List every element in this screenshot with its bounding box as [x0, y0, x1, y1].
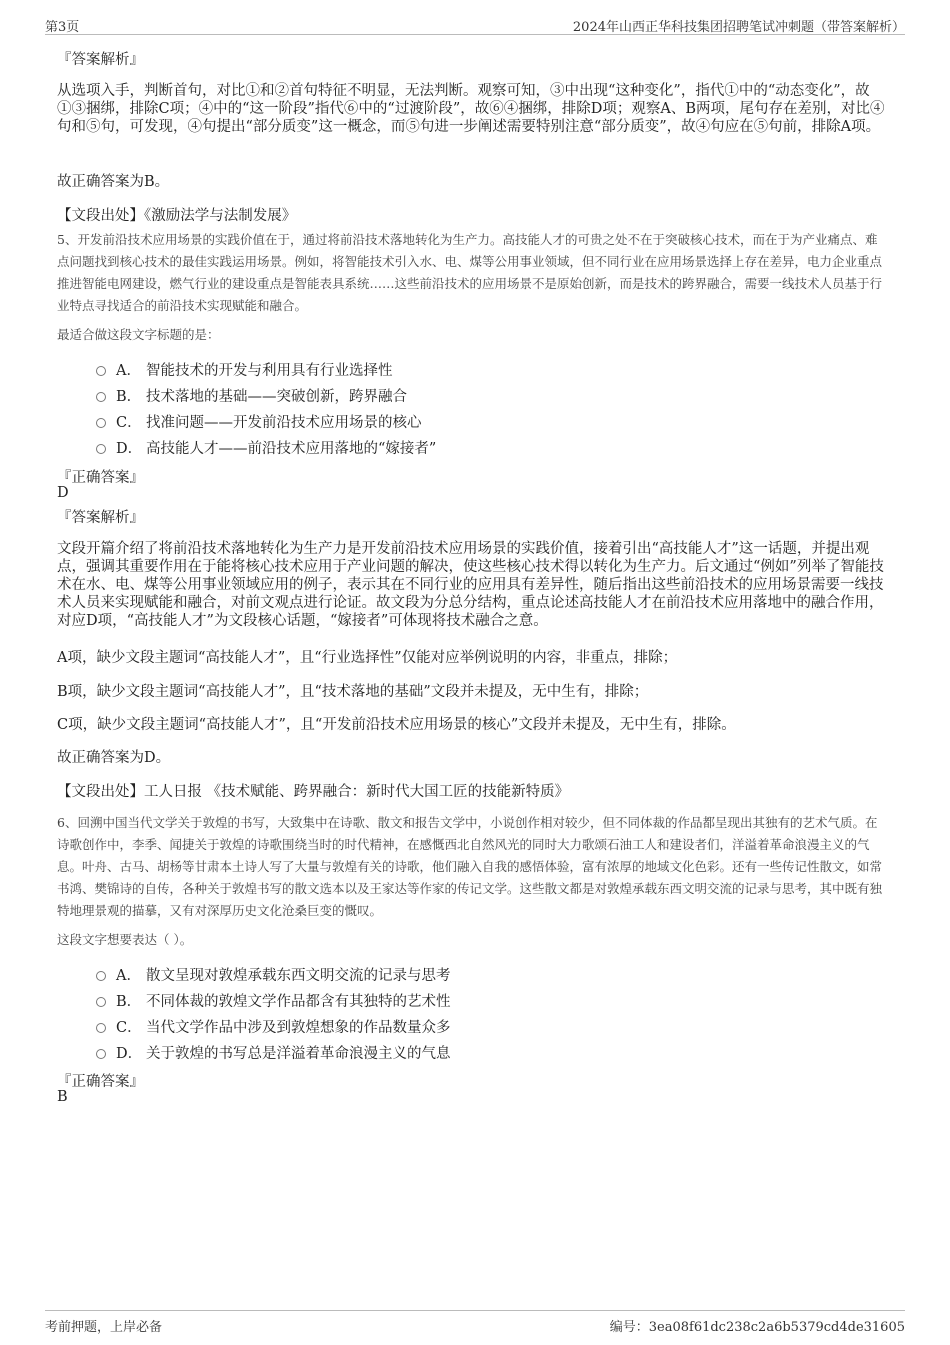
radio-icon[interactable]	[96, 366, 106, 376]
correct-answer: D	[57, 485, 69, 501]
correct-answer: B	[57, 1089, 68, 1105]
radio-icon[interactable]	[96, 971, 106, 981]
option-b-explanation: B项，缺少文段主题词“高技能人才”，且“技术落地的基础”文段并未提及，无中生有，排除；	[57, 684, 649, 700]
analysis-text: 文段开篇介绍了将前沿技术落地转化为生产力是开发前沿技术应用场景的实践价值，接着引出“高技能人才”这一话题，并提出观点，强调其重要作用在于能将核心技术应用于产业问题的解决，使这些核心技术得以转化为生产力。后文通过“例如”列举了智能技术在水、电、煤等公用事业领域应用的例子，表示其在不同行业的应用具有差异性，随后指出这些前沿技术的应用场景需要一线技术人员来实现赋能和融合，对前文观点进行论证。故文段为分总分结构，重点论述高技能人才在前沿技术应用落地中的融合作用，对应D项，“高技能人才”为文段核心话题，“嫁接者”可体现将技术融合之意。	[57, 541, 884, 629]
radio-icon[interactable]	[96, 444, 106, 454]
document-serial: 编号：3ea08f61dc238c2a6b5379cd4de31605	[609, 1320, 905, 1335]
question-5-options	[96, 356, 796, 460]
question-5-passage: 5、开发前沿技术应用场景的实践价值在于，通过将前沿技术落地转化为生产力。高技能人才的可贵之处不在于突破核心技术，而在于为产业痛点、难点问题找到核心技术的最佳实践运用场景。例如，将智能技术引入水、电、煤等公用事业领域，但不同行业在应用场景选择上存在差异，电力企业重点推进智能电网建设，燃气行业的建设重点是智能表具系统……这些前沿技术的应用场景不是原始创新，而是技术的跨界融合，需要一线技术人员基于行业特点寻找适合的前沿技术实现赋能和融合。	[57, 232, 883, 313]
page-number: 第3页	[45, 20, 80, 35]
option-a[interactable]: A． 散文呈现对敦煌承载东西文明交流的记录与思考	[96, 961, 796, 987]
option-d[interactable]: D． 高技能人才——前沿技术应用落地的“嫁接者”	[96, 434, 796, 460]
correct-answer-label: 『正确答案』	[57, 1074, 144, 1090]
option-b[interactable]: B． 技术落地的基础——突破创新，跨界融合	[96, 382, 796, 408]
analysis-text: 从选项入手，判断首句，对比①和②首句特征不明显，无法判断。观察可知，③中出现“这种变化”，指代①中的“动态变化”，故①③捆绑，排除C项；④中的“这一阶段”指代⑥中的“过渡阶段”，故⑥④捆绑，排除D项；观察A、B两项，尾句存在差别，对比④句和⑤句，可发现，④句提出“部分质变”这一概念，而⑤句进一步阐述需要特别注意“部分质变”，故④句应在⑤句前，排除A项。	[57, 83, 885, 135]
question-6-prompt: 这段文字想要表达（ ）。	[57, 932, 193, 947]
option-a[interactable]: A． 智能技术的开发与利用具有行业选择性	[96, 356, 796, 382]
question-5-prompt: 最适合做这段文字标题的是：	[57, 327, 220, 342]
option-d[interactable]: D． 关于敦煌的书写总是洋溢着革命浪漫主义的气息	[96, 1039, 796, 1065]
option-c[interactable]: C． 当代文学作品中涉及到敦煌想象的作品数量众多	[96, 1013, 796, 1039]
radio-icon[interactable]	[96, 392, 106, 402]
radio-icon[interactable]	[96, 1049, 106, 1059]
option-c-explanation: C项，缺少文段主题词“高技能人才”，且“开发前沿技术应用场景的核心”文段并未提及，无中生有，排除。	[57, 717, 736, 733]
option-b[interactable]: B． 不同体裁的敦煌文学作品都含有其独特的艺术性	[96, 987, 796, 1013]
page-header	[45, 14, 905, 35]
correct-answer-label: 『正确答案』	[57, 470, 144, 486]
footer-slogan: 考前押题，上岸必备	[45, 1320, 163, 1335]
analysis-label: 『答案解析』	[57, 510, 144, 526]
document-title: 2024年山西正华科技集团招聘笔试冲刺题（带答案解析）	[572, 20, 905, 35]
conclusion: 故正确答案为D。	[57, 750, 171, 766]
source-citation: 【文段出处】《激励法学与法制发展》	[57, 208, 297, 224]
conclusion: 故正确答案为B。	[57, 174, 170, 190]
question-6-options	[96, 961, 796, 1065]
option-c[interactable]: C． 找准问题——开发前沿技术应用场景的核心	[96, 408, 796, 434]
radio-icon[interactable]	[96, 1023, 106, 1033]
option-a-explanation: A项，缺少文段主题词“高技能人才”，且“行业选择性”仅能对应举例说明的内容，非重点，排除；	[57, 650, 678, 666]
question-6-passage: 6、回溯中国当代文学关于敦煌的书写，大致集中在诗歌、散文和报告文学中，小说创作相对较少，但不同体裁的作品都呈现出其独有的艺术气质。在诗歌创作中，李季、闻捷关于敦煌的诗歌围绕当时的时代精神，在感慨西北自然风光的同时大力歌颂石油工人和建设者们，洋溢着革命浪漫主义的气息。叶舟、古马、胡杨等甘肃本土诗人写了大量与敦煌有关的诗歌，他们融入自我的感悟体验，富有浓厚的地域文化色彩。还有一些传记性散文，如常书鸿、樊锦诗的自传，各种关于敦煌书写的散文选本以及王家达等作家的传记文学。这些散文都是对敦煌承载东西文明交流的记录与思考，其中既有独特地理景观的描摹，又有对深厚历史文化沧桑巨变的慨叹。	[57, 815, 883, 918]
source-citation: 【文段出处】工人日报 《技术赋能、跨界融合：新时代大国工匠的技能新特质》	[57, 784, 570, 800]
analysis-label: 『答案解析』	[57, 52, 144, 68]
radio-icon[interactable]	[96, 997, 106, 1007]
page-footer	[45, 1310, 905, 1335]
radio-icon[interactable]	[96, 418, 106, 428]
